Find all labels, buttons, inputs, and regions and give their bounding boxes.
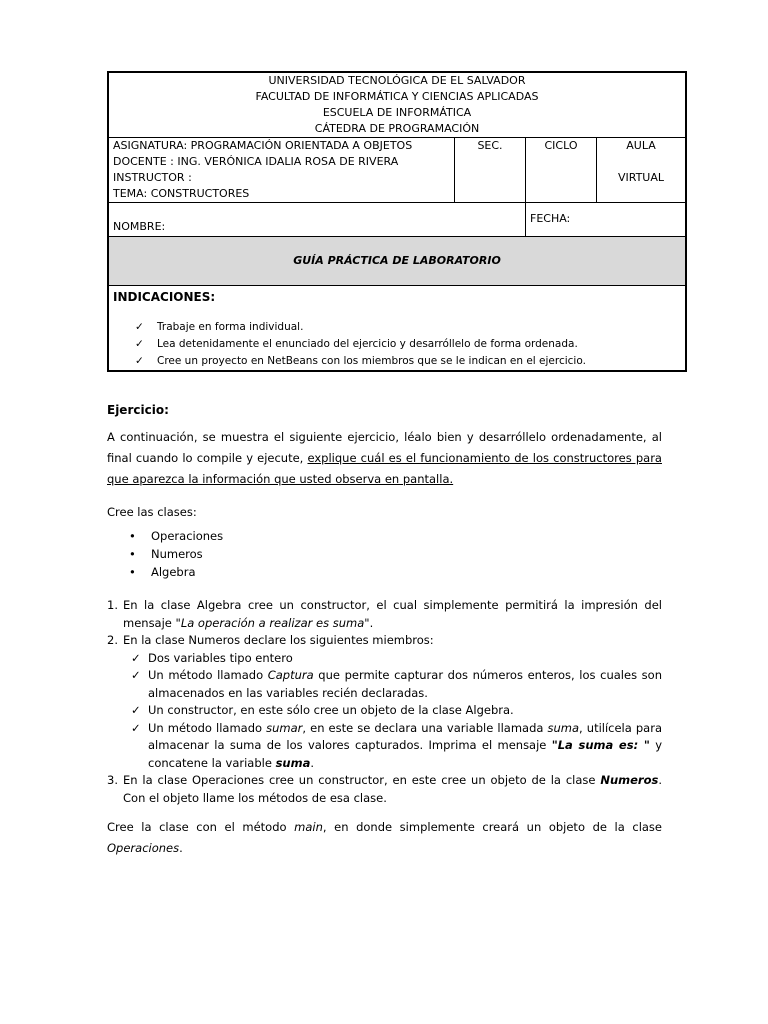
chair-name: CÁTEDRA DE PROGRAMACIÓN <box>314 122 480 135</box>
intro-text: A continuación, se muestra el siguiente ejercicio, léalo bien y desarróllelo ordenadamente, al final cuando lo compile y ejecute, <box>107 430 662 465</box>
intro-underlined: explique cuál es el funcionamiento de los constructores para que aparezca la información que usted observa en pantalla. <box>107 451 662 486</box>
docente-label: DOCENTE : ING. VERÓNICA IDALIA ROSA DE RIVERA <box>113 155 399 168</box>
clases-list <box>107 527 662 581</box>
fecha-label: FECHA: <box>530 212 571 225</box>
course-info-cell <box>108 138 455 203</box>
step-text: . <box>369 615 374 630</box>
faculty-name: FACULTAD DE INFORMÁTICA Y CIENCIAS APLICADAS <box>255 90 539 103</box>
step-number: 2. <box>107 633 118 647</box>
step-text: . Con el objeto llame los métodos de esa clase. <box>123 773 662 805</box>
step-text: En la clase Operaciones cree un constructor, en este cree un objeto de la clase <box>123 773 601 787</box>
cree-clases-label: Cree las clases: <box>107 505 197 519</box>
step-message: "La operación a realizar es suma" <box>175 615 370 630</box>
school-name: ESCUELA DE INFORMÁTICA <box>322 106 472 119</box>
instructor-label: INSTRUCTOR : <box>113 171 192 184</box>
header-table <box>107 71 687 372</box>
aula-cell <box>597 138 687 203</box>
aula-value: VIRTUAL <box>617 171 665 184</box>
university-name: UNIVERSIDAD TECNOLÓGICA DE EL SALVADOR <box>268 74 526 87</box>
intro-paragraph <box>107 427 662 490</box>
list-item: ✓ Cree un proyecto en NetBeans con los miembros que se le indican en el ejercicio. <box>135 353 681 370</box>
list-item: • Operaciones <box>129 527 662 545</box>
step-text: En la clase Numeros declare los siguientes miembros: <box>123 633 434 647</box>
tema-label: TEMA: CONSTRUCTORES <box>113 187 250 200</box>
sec-label: SEC. <box>477 139 503 152</box>
step-3 <box>107 772 662 807</box>
sec-cell <box>455 138 526 203</box>
final-paragraph: Cree la clase con el método main, en donde simplemente creará un objeto de la clase Operaciones. <box>107 820 662 855</box>
step-1 <box>107 597 662 632</box>
step-emphasis: Numeros <box>600 773 659 787</box>
nombre-cell <box>108 203 526 237</box>
steps-list <box>107 597 662 807</box>
institution-block <box>108 72 686 138</box>
members-list <box>123 650 662 773</box>
step-text: En la clase Algebra cree un constructor, el cual simplemente permitirá la impresión del mensaje <box>123 598 662 630</box>
indicaciones-list <box>113 319 681 370</box>
ciclo-label: CICLO <box>544 139 578 152</box>
asignatura-label: ASIGNATURA: PROGRAMACIÓN ORIENTADA A OBJETOS <box>113 139 413 152</box>
step-number: 1. <box>107 598 118 612</box>
list-item: ✓ Un constructor, en este sólo cree un objeto de la clase Algebra. <box>131 702 662 720</box>
guia-title: GUÍA PRÁCTICA DE LABORATORIO <box>108 237 686 286</box>
indicaciones-cell <box>108 286 686 372</box>
step-2 <box>107 632 662 772</box>
aula-label: AULA <box>626 139 656 152</box>
nombre-label: NOMBRE: <box>113 220 166 233</box>
list-item: ✓ Un método llamado Captura que permite capturar dos números enteros, los cuales son almacenados en las variables recién declaradas. <box>131 667 662 702</box>
list-item: • Algebra <box>129 563 662 581</box>
body-content <box>107 400 662 859</box>
list-item: • Numeros <box>129 545 662 563</box>
list-item: ✓ Un método llamado sumar, en este se declara una variable llamada suma, utilícela para almacenar la suma de los valores capturados. Imprima el mensaje "La suma es: " y concatene la variable suma. <box>131 720 662 773</box>
step-number: 3. <box>107 773 118 787</box>
list-item: ✓ Dos variables tipo entero <box>131 650 662 668</box>
ejercicio-title: Ejercicio: <box>107 403 169 417</box>
indicaciones-title: INDICACIONES: <box>113 290 216 304</box>
ciclo-cell <box>526 138 597 203</box>
fecha-cell <box>526 203 687 237</box>
list-item: ✓ Trabaje en forma individual. <box>135 319 681 336</box>
list-item: ✓ Lea detenidamente el enunciado del ejercicio y desarróllelo de forma ordenada. <box>135 336 681 353</box>
